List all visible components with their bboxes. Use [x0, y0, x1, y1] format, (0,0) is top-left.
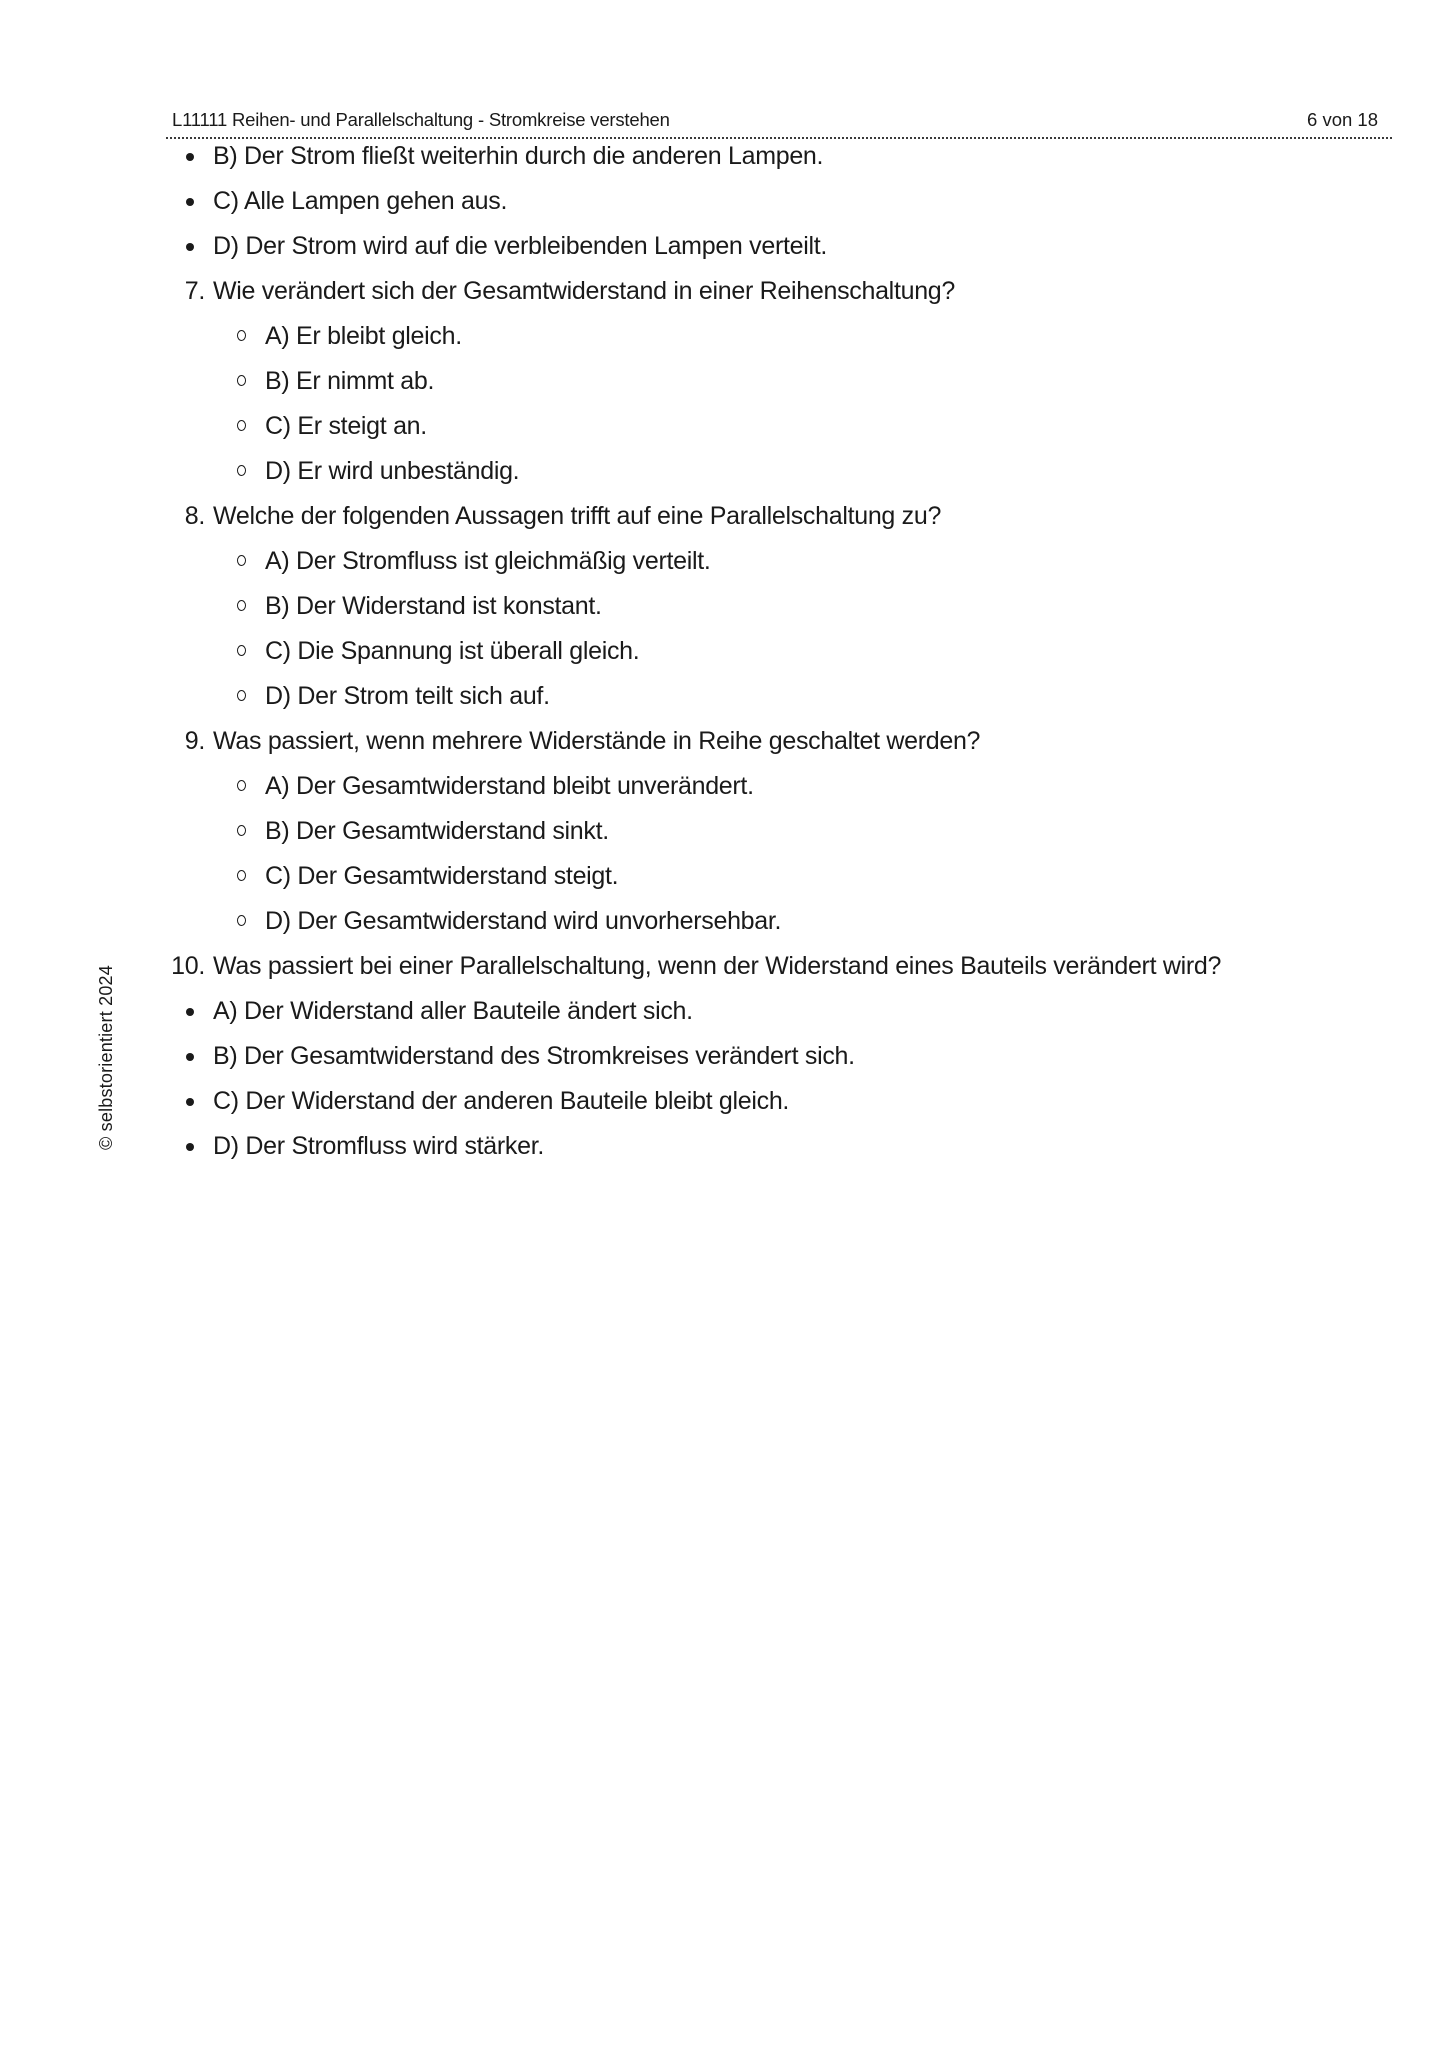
header-title: L11111 Reihen- und Parallelschaltung - Stromkreise verstehen — [172, 109, 670, 130]
question-item — [0, 269, 1448, 314]
page-number-indicator: 6 von 18 — [1307, 109, 1378, 130]
question-text: Was passiert, wenn mehrere Widerstände in Reihe geschaltet werden? — [213, 727, 981, 755]
question-number: 7. — [184, 277, 205, 305]
circle-bullet-icon — [237, 375, 246, 386]
circle-bullet-icon — [237, 915, 246, 926]
answer-text: A) Der Gesamtwiderstand bleibt unverändert. — [265, 772, 754, 800]
answer-option-item — [0, 584, 1448, 629]
answer-text: A) Der Widerstand aller Bauteile ändert sich. — [213, 997, 693, 1025]
answer-option-item — [0, 449, 1448, 494]
circle-bullet-icon — [237, 825, 246, 836]
bullet-icon — [186, 1008, 194, 1016]
bullet-icon — [186, 243, 194, 251]
copyright-vertical-note: © selbstorientiert 2024 — [96, 965, 116, 1150]
answer-option-item — [0, 764, 1448, 809]
answer-text: C) Der Gesamtwiderstand steigt. — [265, 862, 619, 890]
answer-text: D) Der Strom teilt sich auf. — [265, 682, 550, 710]
circle-bullet-icon — [237, 645, 246, 656]
answer-text: B) Er nimmt ab. — [265, 367, 435, 395]
answer-option-item — [0, 539, 1448, 584]
answer-option-item — [0, 359, 1448, 404]
circle-bullet-icon — [237, 870, 246, 881]
answer-list-item — [0, 224, 1448, 269]
answer-text: D) Der Strom wird auf die verbleibenden Lampen verteilt. — [213, 232, 828, 260]
circle-bullet-icon — [237, 465, 246, 476]
answer-list-item — [0, 134, 1448, 179]
answer-text: B) Der Gesamtwiderstand des Stromkreises verändert sich. — [213, 1042, 855, 1070]
answer-text: B) Der Gesamtwiderstand sinkt. — [265, 817, 609, 845]
bullet-icon — [186, 1053, 194, 1061]
answer-text: D) Der Stromfluss wird stärker. — [213, 1132, 545, 1160]
bullet-icon — [186, 198, 194, 206]
answer-text: B) Der Widerstand ist konstant. — [265, 592, 602, 620]
answer-text: C) Die Spannung ist überall gleich. — [265, 637, 640, 665]
answer-text: A) Der Stromfluss ist gleichmäßig verteilt. — [265, 547, 711, 575]
answer-list-item — [0, 179, 1448, 224]
bullet-icon — [186, 153, 194, 161]
answer-list-item — [0, 989, 1448, 1034]
question-number: 9. — [184, 727, 205, 755]
quiz-content — [0, 134, 1448, 1169]
circle-bullet-icon — [237, 555, 246, 566]
circle-bullet-icon — [237, 330, 246, 341]
bullet-icon — [186, 1143, 194, 1151]
answer-text: D) Der Gesamtwiderstand wird unvorhersehbar. — [265, 907, 782, 935]
answer-option-item — [0, 854, 1448, 899]
answer-option-item — [0, 899, 1448, 944]
answer-text: B) Der Strom fließt weiterhin durch die anderen Lampen. — [213, 142, 824, 170]
answer-option-item — [0, 809, 1448, 854]
question-text: Wie verändert sich der Gesamtwiderstand in einer Reihenschaltung? — [213, 277, 955, 305]
answer-text: C) Er steigt an. — [265, 412, 427, 440]
answer-option-item — [0, 674, 1448, 719]
question-number: 8. — [184, 502, 205, 530]
page-header — [0, 0, 1448, 140]
question-item — [0, 944, 1448, 989]
answer-text: C) Alle Lampen gehen aus. — [213, 187, 508, 215]
answer-text: D) Er wird unbeständig. — [265, 457, 520, 485]
answer-list-item — [0, 1124, 1448, 1169]
circle-bullet-icon — [237, 600, 246, 611]
answer-list-item — [0, 1079, 1448, 1124]
question-text: Welche der folgenden Aussagen trifft auf eine Parallelschaltung zu? — [213, 502, 942, 530]
circle-bullet-icon — [237, 690, 246, 701]
answer-text: C) Der Widerstand der anderen Bauteile bleibt gleich. — [213, 1087, 790, 1115]
bullet-icon — [186, 1098, 194, 1106]
question-number: 10. — [171, 952, 205, 980]
question-text: Was passiert bei einer Parallelschaltung, wenn der Widerstand eines Bauteils verändert wird? — [213, 952, 1222, 980]
question-item — [0, 494, 1448, 539]
answer-option-item — [0, 314, 1448, 359]
answer-list-item — [0, 1034, 1448, 1079]
answer-option-item — [0, 404, 1448, 449]
circle-bullet-icon — [237, 420, 246, 431]
answer-text: A) Er bleibt gleich. — [265, 322, 462, 350]
answer-option-item — [0, 629, 1448, 674]
circle-bullet-icon — [237, 780, 246, 791]
question-item — [0, 719, 1448, 764]
